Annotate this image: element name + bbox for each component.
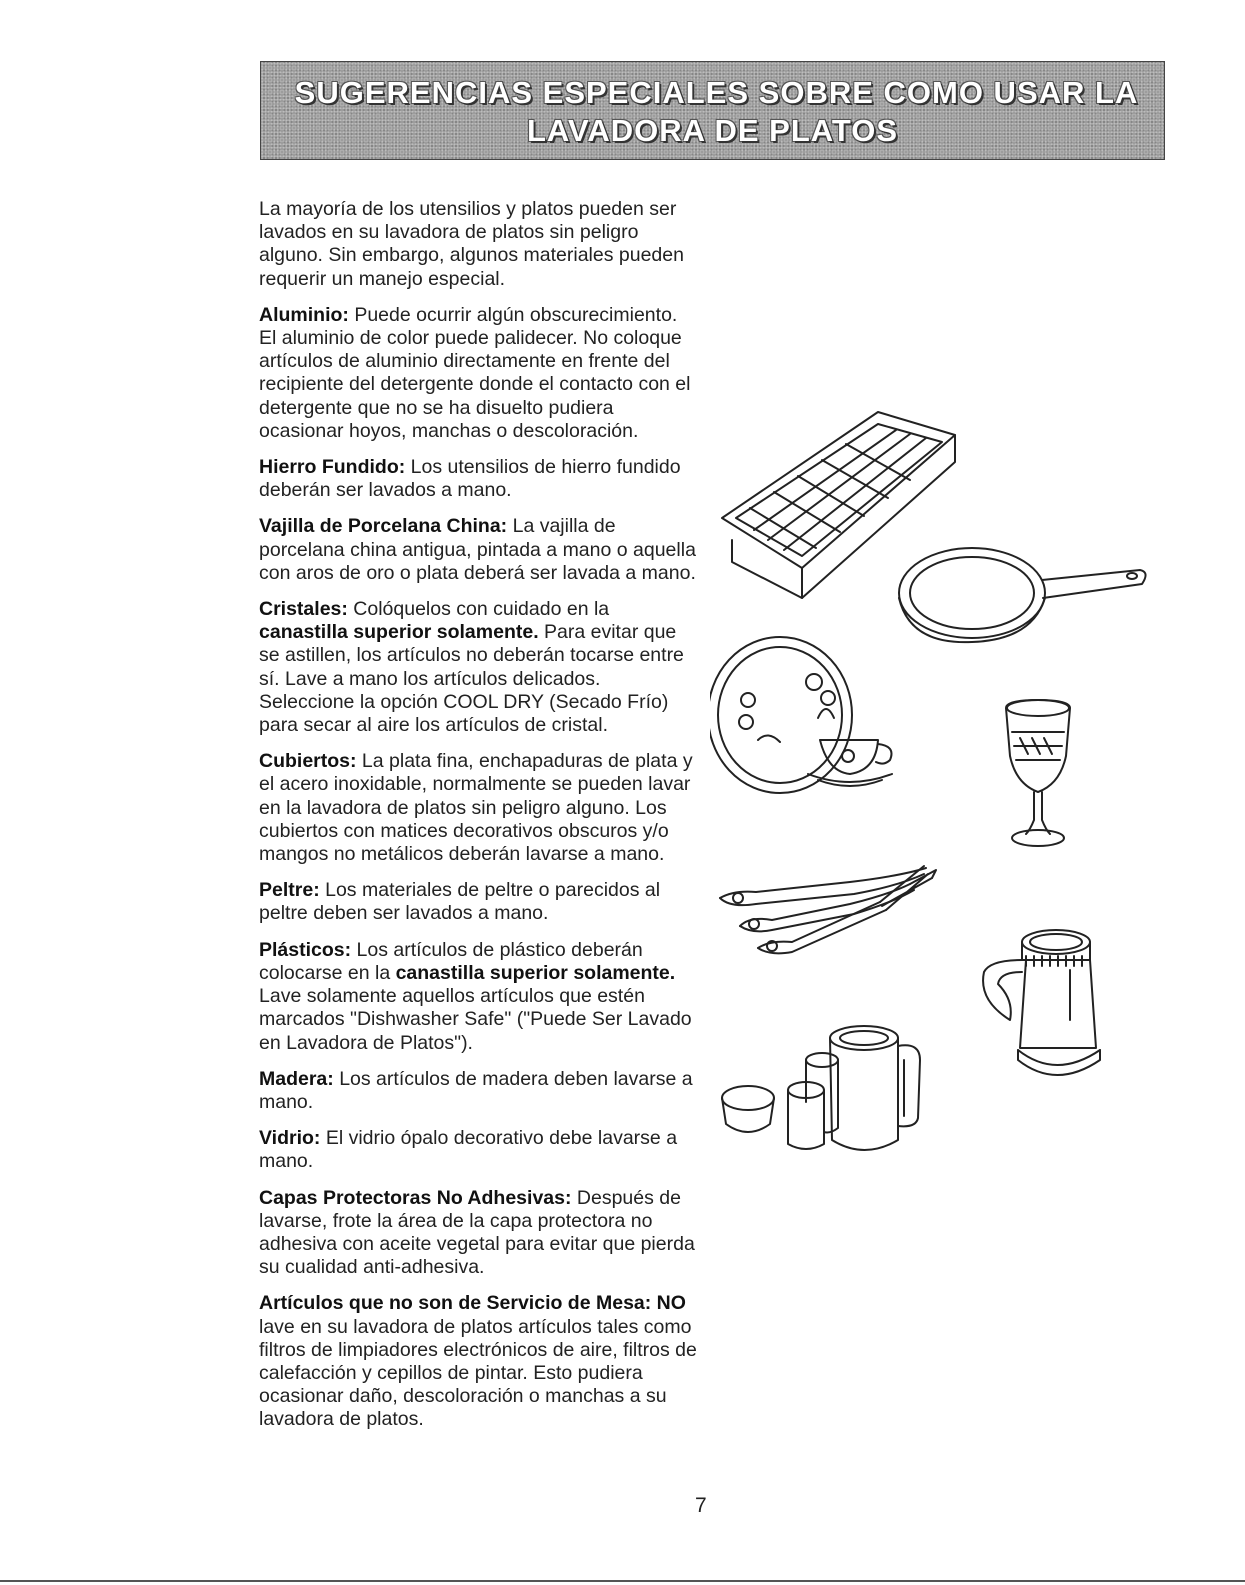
hierro-heading: Hierro Fundido: bbox=[259, 456, 406, 479]
capas-heading: Capas Protectoras No Adhesivas: bbox=[259, 1186, 572, 1209]
porcelana-heading: Vajilla de Porcelana China: bbox=[259, 515, 508, 538]
banner-title-line1: SUGERENCIAS ESPECIALES SOBRE COMO USAR LA bbox=[294, 75, 1139, 110]
articulos-heading: Artículos que no son de Servicio de Mesa: bbox=[259, 1292, 652, 1315]
vidrio-paragraph bbox=[259, 1127, 699, 1173]
plasticos-paragraph bbox=[259, 939, 699, 1055]
crystal-goblet-icon bbox=[1006, 700, 1070, 846]
porcelana-text: La vajilla de porcelana china antigua, pintada a mano o aquella con aros de oro o plata deberá ser lavada a mano. bbox=[259, 515, 696, 584]
articulos-paragraph bbox=[259, 1292, 699, 1431]
cristales-text-b: Para evitar que se astillen, los artículos no deberán tocarse entre sí. Lave a mano los artículos delicados. Seleccione la opción COOL DRY (Secado Frío) para secar al aire los artículos de cristal. bbox=[259, 621, 684, 737]
section-banner bbox=[260, 61, 1165, 160]
hierro-text: Los utensilios de hierro fundido deberán ser lavados a mano. bbox=[259, 456, 681, 502]
articulos-text: lave en su lavadora de platos artículos tales como filtros de limpiadores electrónicos de aire, filtros de calefacción y cepillos de pintar. Esto pudiera ocasionar daño, descoloración o manchas a su lavadora de platos. bbox=[259, 1315, 697, 1431]
plastic-containers-icon bbox=[722, 1026, 920, 1150]
silverware-icon bbox=[720, 866, 936, 953]
bottom-rule bbox=[0, 1580, 1245, 1582]
banner-title-line2: LAVADORA DE PLATOS bbox=[526, 113, 899, 148]
cristales-paragraph bbox=[259, 598, 699, 737]
intro-paragraph: La mayoría de los utensilios y platos pueden ser lavados en su lavadora de platos sin peligro alguno. Sin embargo, algunos materiales pueden requerir un manejo especial. bbox=[259, 198, 684, 290]
articulos-no: NO bbox=[651, 1292, 686, 1315]
capas-text: Después de lavarse, frote la área de la capa protectora no adhesiva con aceite vegetal para evitar que pierda su cualidad anti-adhesiva. bbox=[259, 1186, 695, 1279]
cristales-text-a: Colóquelos con cuidado en la bbox=[347, 598, 610, 621]
plasticos-text-b: Lave solamente aquellos artículos que estén marcados "Dishwasher Safe" ("Puede Ser Lavado en Lavadora de Platos"). bbox=[259, 985, 692, 1054]
ice-tray-icon bbox=[722, 412, 955, 598]
capas-paragraph bbox=[259, 1187, 699, 1280]
peltre-heading: Peltre: bbox=[259, 879, 320, 902]
hierro-paragraph bbox=[259, 456, 699, 502]
plasticos-heading: Plásticos: bbox=[259, 938, 352, 961]
cast-iron-skillet-icon bbox=[899, 548, 1146, 642]
aluminio-text: Puede ocurrir algún obscurecimiento. El aluminio de color puede palidecer. No coloque artículos de aluminio directamente en frente del recipiente del detergente donde el contacto con el detergente que no se ha disuelto pudiera ocasionar hoyos, manchas o descoloración. bbox=[259, 303, 691, 442]
cubiertos-paragraph bbox=[259, 750, 699, 866]
cristales-bold: canastilla superior solamente. bbox=[259, 621, 539, 644]
body-text-column bbox=[259, 198, 699, 1445]
madera-paragraph bbox=[259, 1068, 699, 1114]
madera-text: Los artículos de madera deben lavarse a mano. bbox=[259, 1067, 693, 1113]
page-number: 7 bbox=[695, 1494, 707, 1517]
pewter-pitcher-icon bbox=[983, 930, 1100, 1075]
madera-heading: Madera: bbox=[259, 1067, 334, 1090]
aluminio-paragraph bbox=[259, 304, 699, 443]
porcelana-paragraph bbox=[259, 515, 699, 585]
cubiertos-heading: Cubiertos: bbox=[259, 750, 357, 773]
cubiertos-text: La plata fina, enchapaduras de plata y el acero inoxidable, normalmente se pueden lavar en la lavadora de platos sin peligro alguno. Los cubiertos con matices decorativos obscuros y/o mangos no metálicos deberán lavarse a mano. bbox=[259, 750, 693, 866]
vidrio-text: El vidrio ópalo decorativo debe lavarse a mano. bbox=[259, 1127, 678, 1173]
cristales-heading: Cristales: bbox=[259, 598, 348, 621]
china-plate-and-cup-icon bbox=[710, 637, 892, 793]
dishware-illustrations bbox=[710, 400, 1170, 1180]
aluminio-heading: Aluminio: bbox=[259, 303, 349, 326]
plasticos-bold: canastilla superior solamente. bbox=[395, 961, 676, 984]
vidrio-heading: Vidrio: bbox=[259, 1127, 321, 1150]
peltre-paragraph bbox=[259, 879, 699, 925]
plasticos-text-a: Los artículos de plástico deberán colocarse en la bbox=[259, 938, 643, 984]
peltre-text: Los materiales de peltre o parecidos al peltre deben ser lavados a mano. bbox=[259, 879, 661, 925]
